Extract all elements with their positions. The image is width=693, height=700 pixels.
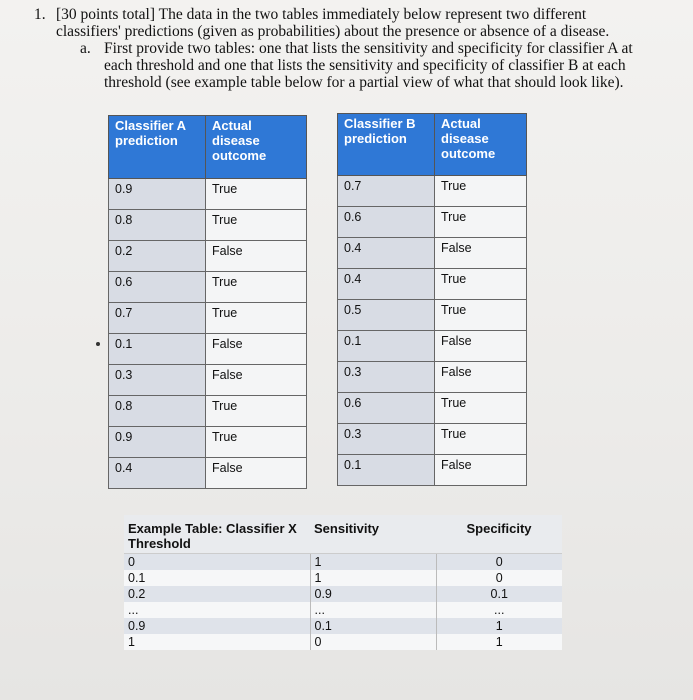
sub-line-1-text: First provide two tables: one that lists the sensitivity and specificity for classifier A at [104, 40, 633, 57]
example-row [124, 618, 562, 634]
classifier-b-actual-header: Actual disease outcome [435, 114, 527, 176]
bullet-mark [96, 342, 100, 346]
example-threshold-cell: 0 [124, 554, 310, 571]
classifier-b-actual-cell: True [435, 207, 527, 238]
example-row [124, 570, 562, 586]
classifier-a-actual-cell: False [206, 458, 307, 489]
classifier-b-row [338, 393, 527, 424]
classifier-a-actual-cell: True [206, 210, 307, 241]
classifier-a-pred-cell: 0.2 [109, 241, 206, 272]
classifier-b-row [338, 269, 527, 300]
example-threshold-cell: ... [124, 602, 310, 618]
sub-label: a. [80, 40, 91, 57]
example-row [124, 634, 562, 650]
classifier-b-actual-cell: True [435, 300, 527, 331]
question-line-2: classifiers' predictions (given as probabilities) about the presence or absence of a disease. [56, 23, 610, 40]
classifier-b-header-row [338, 114, 527, 176]
example-row [124, 602, 562, 618]
classifier-a-pred-cell: 0.3 [109, 365, 206, 396]
example-threshold-cell: 0.2 [124, 586, 310, 602]
classifier-a-row [109, 365, 307, 396]
classifier-b-pred-cell: 0.6 [338, 207, 435, 238]
classifier-a-row [109, 396, 307, 427]
example-specificity-cell: 0 [436, 554, 562, 571]
example-specificity-cell: 0.1 [436, 586, 562, 602]
example-threshold-cell: 1 [124, 634, 310, 650]
classifier-b-pred-cell: 0.1 [338, 455, 435, 486]
classifier-a-pred-cell: 0.1 [109, 334, 206, 365]
classifier-b-row [338, 300, 527, 331]
example-threshold-cell: 0.1 [124, 570, 310, 586]
question-line-1 [34, 6, 674, 23]
classifier-a-actual-cell: False [206, 365, 307, 396]
question-line-1-text: [30 points total] The data in the two tables immediately below represent two different [56, 6, 587, 23]
classifier-b-actual-cell: True [435, 269, 527, 300]
classifier-a-row [109, 272, 307, 303]
classifier-a-actual-cell: False [206, 334, 307, 365]
classifier-a-actual-cell: True [206, 396, 307, 427]
classifier-a-table [108, 115, 307, 489]
classifier-b-row [338, 176, 527, 207]
classifier-a-row [109, 334, 307, 365]
question-number: 1. [34, 6, 46, 23]
classifier-a-header-row [109, 116, 307, 179]
question-text [34, 6, 674, 40]
classifier-b-actual-cell: True [435, 176, 527, 207]
classifier-a-actual-cell: True [206, 303, 307, 334]
classifier-a-pred-cell: 0.8 [109, 396, 206, 427]
classifier-a-row [109, 303, 307, 334]
classifier-a-pred-cell: 0.4 [109, 458, 206, 489]
classifier-b-row [338, 455, 527, 486]
classifier-b-pred-cell: 0.4 [338, 269, 435, 300]
classifier-b-row [338, 362, 527, 393]
example-specificity-cell: ... [436, 602, 562, 618]
classifier-a-row [109, 241, 307, 272]
classifier-a-pred-cell: 0.9 [109, 179, 206, 210]
classifier-a-pred-cell: 0.6 [109, 272, 206, 303]
classifier-b-actual-cell: True [435, 393, 527, 424]
example-sensitivity-cell: 0 [310, 634, 436, 650]
example-specificity-cell: 0 [436, 570, 562, 586]
classifier-b-actual-cell: False [435, 362, 527, 393]
sub-line-1 [80, 40, 680, 57]
sub-line-2: each threshold and one that lists the sensitivity and specificity of classifier B at each [104, 57, 626, 74]
classifier-b-row [338, 424, 527, 455]
classifier-b-actual-cell: True [435, 424, 527, 455]
classifier-a-actual-cell: True [206, 179, 307, 210]
classifier-b-pred-header: Classifier B prediction [338, 114, 435, 176]
example-sensitivity-header: Sensitivity [310, 515, 436, 554]
classifier-b-actual-cell: False [435, 331, 527, 362]
example-specificity-header: Specificity [436, 515, 562, 554]
example-header-row [124, 515, 562, 554]
example-table [124, 515, 562, 650]
example-specificity-cell: 1 [436, 618, 562, 634]
classifier-a-pred-header: Classifier A prediction [109, 116, 206, 179]
classifier-a-pred-cell: 0.7 [109, 303, 206, 334]
classifier-b-pred-cell: 0.6 [338, 393, 435, 424]
example-sensitivity-cell: 0.1 [310, 618, 436, 634]
classifier-b-pred-cell: 0.1 [338, 331, 435, 362]
classifier-b-row [338, 331, 527, 362]
example-specificity-cell: 1 [436, 634, 562, 650]
classifier-a-row [109, 458, 307, 489]
classifier-a-pred-cell: 0.9 [109, 427, 206, 458]
classifier-a-pred-cell: 0.8 [109, 210, 206, 241]
classifier-a-row [109, 179, 307, 210]
classifier-b-pred-cell: 0.4 [338, 238, 435, 269]
classifier-b-row [338, 207, 527, 238]
classifier-b-pred-cell: 0.3 [338, 362, 435, 393]
example-sensitivity-cell: 1 [310, 554, 436, 571]
example-sensitivity-cell: ... [310, 602, 436, 618]
classifier-a-actual-cell: False [206, 241, 307, 272]
classifier-b-actual-cell: False [435, 238, 527, 269]
example-threshold-cell: 0.9 [124, 618, 310, 634]
example-row [124, 554, 562, 571]
classifier-b-actual-cell: False [435, 455, 527, 486]
subquestion-a [80, 40, 680, 91]
example-sensitivity-cell: 1 [310, 570, 436, 586]
classifier-a-actual-cell: True [206, 272, 307, 303]
classifier-b-pred-cell: 0.5 [338, 300, 435, 331]
classifier-a-actual-cell: True [206, 427, 307, 458]
classifier-a-actual-header: Actual disease outcome [206, 116, 307, 179]
classifier-a-row [109, 427, 307, 458]
example-sensitivity-cell: 0.9 [310, 586, 436, 602]
classifier-a-row [109, 210, 307, 241]
sub-line-3: threshold (see example table below for a partial view of what that should look like). [104, 74, 624, 91]
example-threshold-header: Example Table: Classifier X Threshold [124, 515, 310, 554]
classifier-b-pred-cell: 0.3 [338, 424, 435, 455]
classifier-b-pred-cell: 0.7 [338, 176, 435, 207]
example-row [124, 586, 562, 602]
classifier-b-row [338, 238, 527, 269]
classifier-b-table [337, 113, 527, 486]
